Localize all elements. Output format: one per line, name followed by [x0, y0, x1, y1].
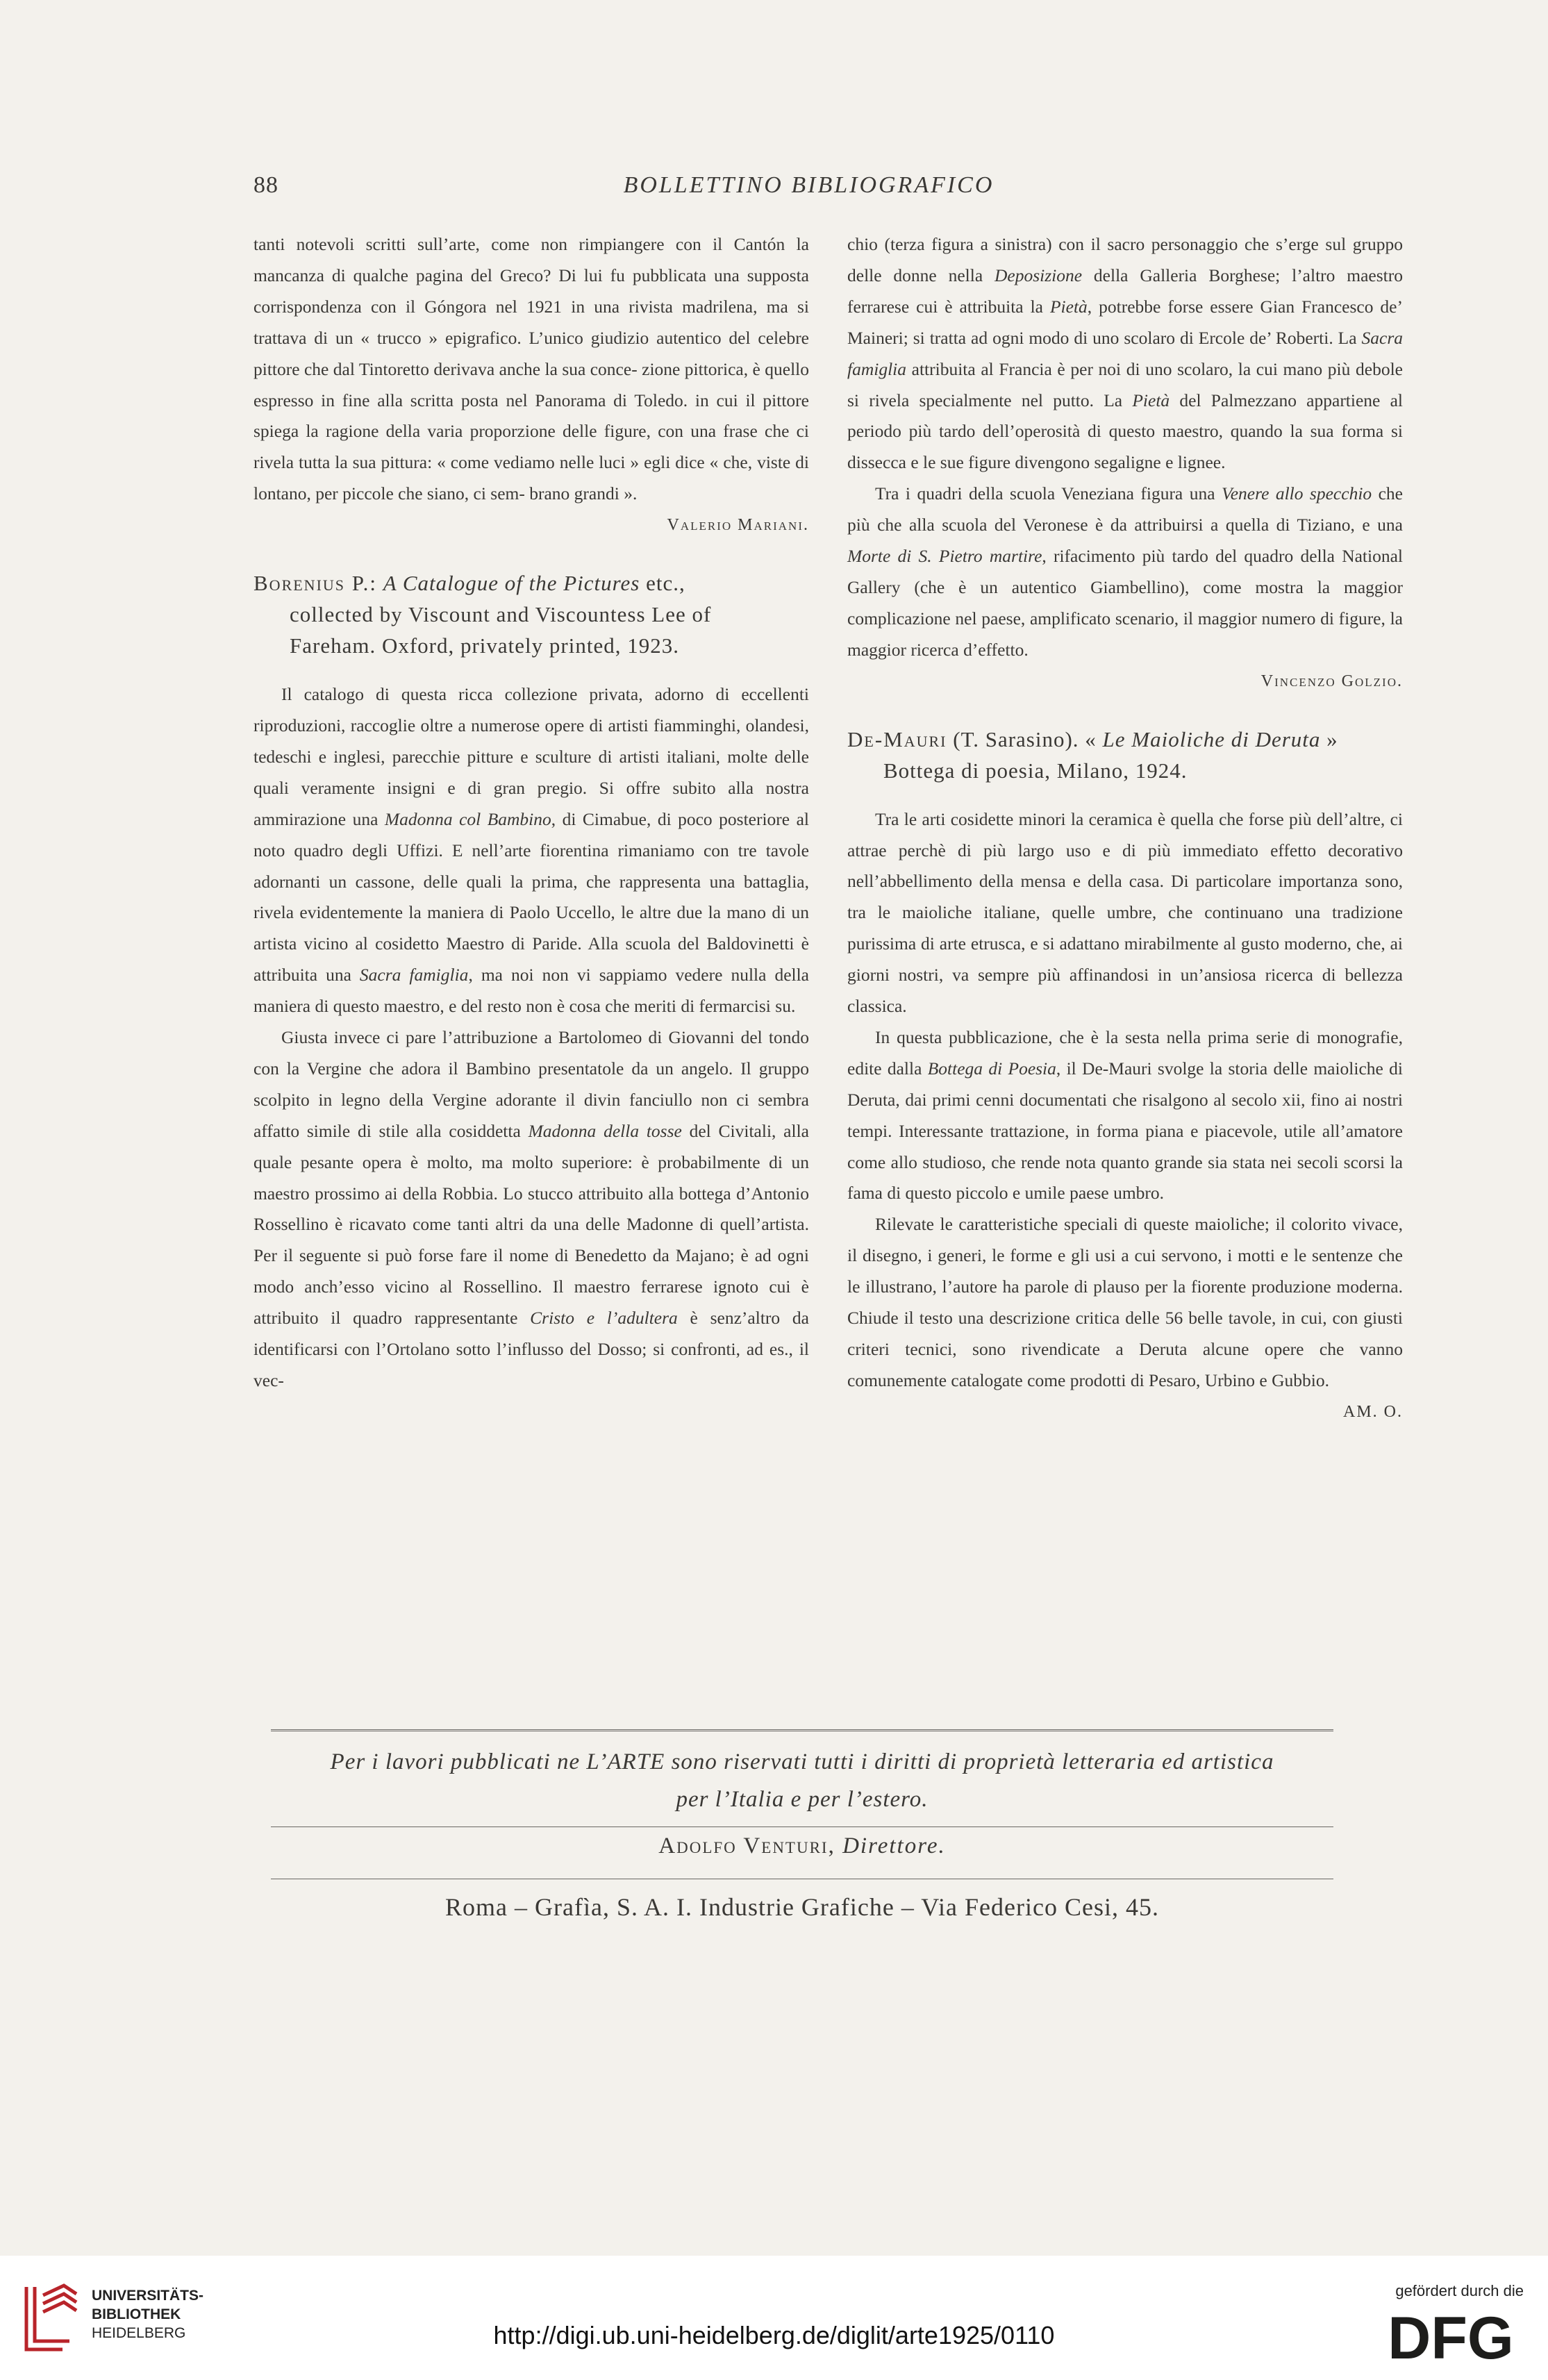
review-heading-line-2: collected by Viscount and Viscountess Lee of [290, 602, 712, 627]
review-title: Le Maioliche di Deruta [1102, 726, 1321, 751]
svg-text:DFG: DFG [1388, 2308, 1514, 2364]
dfg-logo-icon [1378, 2308, 1524, 2364]
left-column [253, 229, 809, 1397]
signature-valerio-mariani: Valerio Mariani. [667, 516, 809, 535]
director-line: Adolfo Venturi, Direttore. [658, 1833, 946, 1858]
review-author: Borenius P.: [253, 571, 377, 596]
funding-label: gefördert durch die [1395, 2282, 1524, 2299]
right-paragraph-5: Rilevate le caratteristiche speciali di queste maioliche; il colorito vivace, il disegno, i generi, le forme e gli usi a cui servono, i motti e le sentenze che le illustrano, l’autore ha parole di plauso per la fiorente produzione moderna. Chiude il testo una descrizione critica delle 56 belle tavole, in cui, con giusti criteri tecnici, sono rivendicate a Deruta alcune opere che vanno comunemente catalogate come prodotti di Pesaro, Urbino e Gubbio. [847, 1214, 1403, 1390]
right-paragraph-4: In questa pubblicazione, che è la sesta nella prima serie di monografie, edite dalla Bottega di Poesia, il De-Mauri svolge la storia delle maioliche di Deruta, dai primi cenni documentati che risalgono al secolo xii, fino ai nostri tempi. Interessante trattazione, in forma piana e piacevole, utile all’amatore come allo studioso, che rende nota quanto grande sia stata nei secoli scorsi la fama di questo piccolo e umile paese umbro. [847, 1026, 1403, 1204]
left-paragraph-3: Giusta invece ci pare l’attribuzione a Bartolomeo di Giovanni del tondo con la Vergine che adora il Bambino presentatole da un angelo. Il gruppo scolpito in legno della Vergine adorante il divin fanciullo non ci sembra affatto simile di stile alla cosiddetta Madonna della tosse del Civitali, alla quale pesante opera è molto, ma molto superiore: è probabilmente di un maestro prossimo ai della Robbia. Lo stucco attribuito alla bottega d’Antonio Rossellino è ricavato come tanti altri da una delle Madonne di quell’artista. Per il seguente si può forse fare il nome di Benedetto da Majano; è ad ogni modo anch’esso vicino al Rossellino. Il maestro ferrarese ignoto cui è attribuito il quadro rappresentante Cristo e l’adultera è senz’altro da identificarsi con l’Ortolano sotto l’influsso del Dosso; si confronti, ad es., il vec- [253, 1027, 809, 1390]
left-paragraph-1: tanti notevoli scritti sull’arte, come non rimpiangere con il Cantón la mancanza di qualche pagina del Greco? Di lui fu pubblicata una supposta corrispondenza con il Góngora nel 1921 in una rivista madrilena, ma si trattava di un « trucco » epigrafico. L’unico giudizio autentico del celebre pittore che dal Tintoretto derivava anche la sua conce- zione pittorica, è quello espresso in fine alla scritta posta nel Panorama di Toledo. in cui il pittore spiega la ragione della varia proporzione delle figure, con una frase che ci rivela tutta la sua pittura: « come vediamo nelle luci » egli dice « che, viste di lontano, per piccole che siano, ci sem- brano grandi ». [253, 234, 810, 504]
review-heading-line-3: Fareham. Oxford, privately printed, 1923. [290, 633, 679, 658]
review-title: A Catalogue of the Pictures [383, 571, 640, 596]
review-heading-de-mauri: De-Mauri (T. Sarasino). « Le Maioliche di Deruta » Bottega di poesia, Milano, 1924. [847, 724, 1403, 786]
left-paragraph-2: Il catalogo di questa ricca collezione privata, adorno di eccellenti riproduzioni, raccoglie oltre a numerose opere di artisti fiamminghi, olandesi, tedeschi e inglesi, parecchie pitture e sculture di artisti italiani, molte delle quali veramente insigni e di gran pregio. Si offre subito alla nostra ammirazione una Madonna col Bambino, di Cimabue, di poco posteriore al noto quadro degli Uffizi. E nell’arte fiorentina rimaniamo con tre tavole adornanti un cassone, delle quali la prima, che rappresenta una battaglia, rivela evidentemente la maniera di Paolo Uccello, le altre due la mano di un artista vicino al cosidetto Maestro di Paride. Alla scuola del Baldovinetti è attribuita una Sacra famiglia, ma noi non vi sappiamo vedere nulla della maniera di questo maestro, e del resto non è cosa che meriti di fermarcisi su. [253, 684, 810, 1017]
review-heading-borenius: Borenius P.: A Catalogue of the Pictures etc., collected by Viscount and Viscountess Lee of Fareham. Oxford, privately printed, 1923. [253, 567, 809, 661]
university-library-name: UNIVERSITÄTS- BIBLIOTHEK HEIDELBERG [92, 2288, 204, 2341]
printer-imprint: Roma – Grafìa, S. A. I. Industrie Grafiche – Via Federico Cesi, 45. [445, 1893, 1159, 1921]
right-paragraph-2: Tra i quadri della scuola Veneziana figura una Venere allo specchio che più che alla scuola del Veronese è da attribuirsi a quella di Tiziano, e una Morte di S. Pietro martire, rifacimento più tardo del quadro della National Gallery (che è un autentico Giambellino), come mostra la maggior complicazione nel paese, amplificato scenario, il maggior numero di figure, la maggior ricerca d’effetto. [847, 483, 1403, 660]
running-title: BOLLETTINO BIBLIOGRAFICO [623, 172, 994, 198]
review-heading-line-2: Bottega di poesia, Milano, 1924. [883, 758, 1188, 783]
copyright-notice: Per i lavori pubblicati ne L’ARTE sono riservati tutti i diritti di proprietà letteraria ed artistica per l’Italia e per l’estero. [330, 1749, 1274, 1812]
footer-rule-middle [271, 1826, 1333, 1827]
page-header [253, 172, 1364, 214]
permalink-url[interactable]: http://digi.ub.uni-heidelberg.de/diglit/arte1925/0110 [493, 2321, 1055, 2349]
footer-rule-top [271, 1729, 1333, 1731]
right-paragraph-3: Tra le arti cosidette minori la ceramica è quella che forse più dell’altre, ci attrae perchè di più largo uso e di più immediato effetto decorativo nell’abbellimento della mensa e della casa. Di particolare importanza sono, tra le maioliche italiane, quelle umbre, che continuano una tradizione purissima di arte etrusca, e si adattano mirabilmente al gusto moderno, che, ai giorni nostri, va sempre più affinandosi in un’ansiosa ricerca di bellezza classica. [847, 808, 1403, 1017]
digitization-bar [0, 2256, 1548, 2380]
right-paragraph-1: chio (terza figura a sinistra) con il sacro personaggio che s’erge sul gruppo delle donne nella Deposizione della Galleria Borghese; l’altro maestro ferrarese cui è attribuita la Pietà, potrebbe forse essere Gian Francesco de’ Maineri; si tratta ad ogni modo di uno scolaro di Ercole de’ Roberti. La Sacra famiglia attribuita al Francia è per noi di uno scolaro, la cui mano più debole si rivela specialmente nel putto. La Pietà del Palmezzano appartiene al periodo più tardo dell’operosità di questo maestro, quando la sua forma si dissecca e le sue figure divengono segaligne e lignee. [847, 234, 1403, 473]
signature-vincenzo-golzio: Vincenzo Golzio. [1260, 672, 1403, 690]
right-column [847, 229, 1403, 1428]
review-author: De-Mauri [847, 726, 947, 751]
signature-am-o: AM. O. [1342, 1402, 1403, 1421]
page-number: 88 [253, 172, 278, 198]
